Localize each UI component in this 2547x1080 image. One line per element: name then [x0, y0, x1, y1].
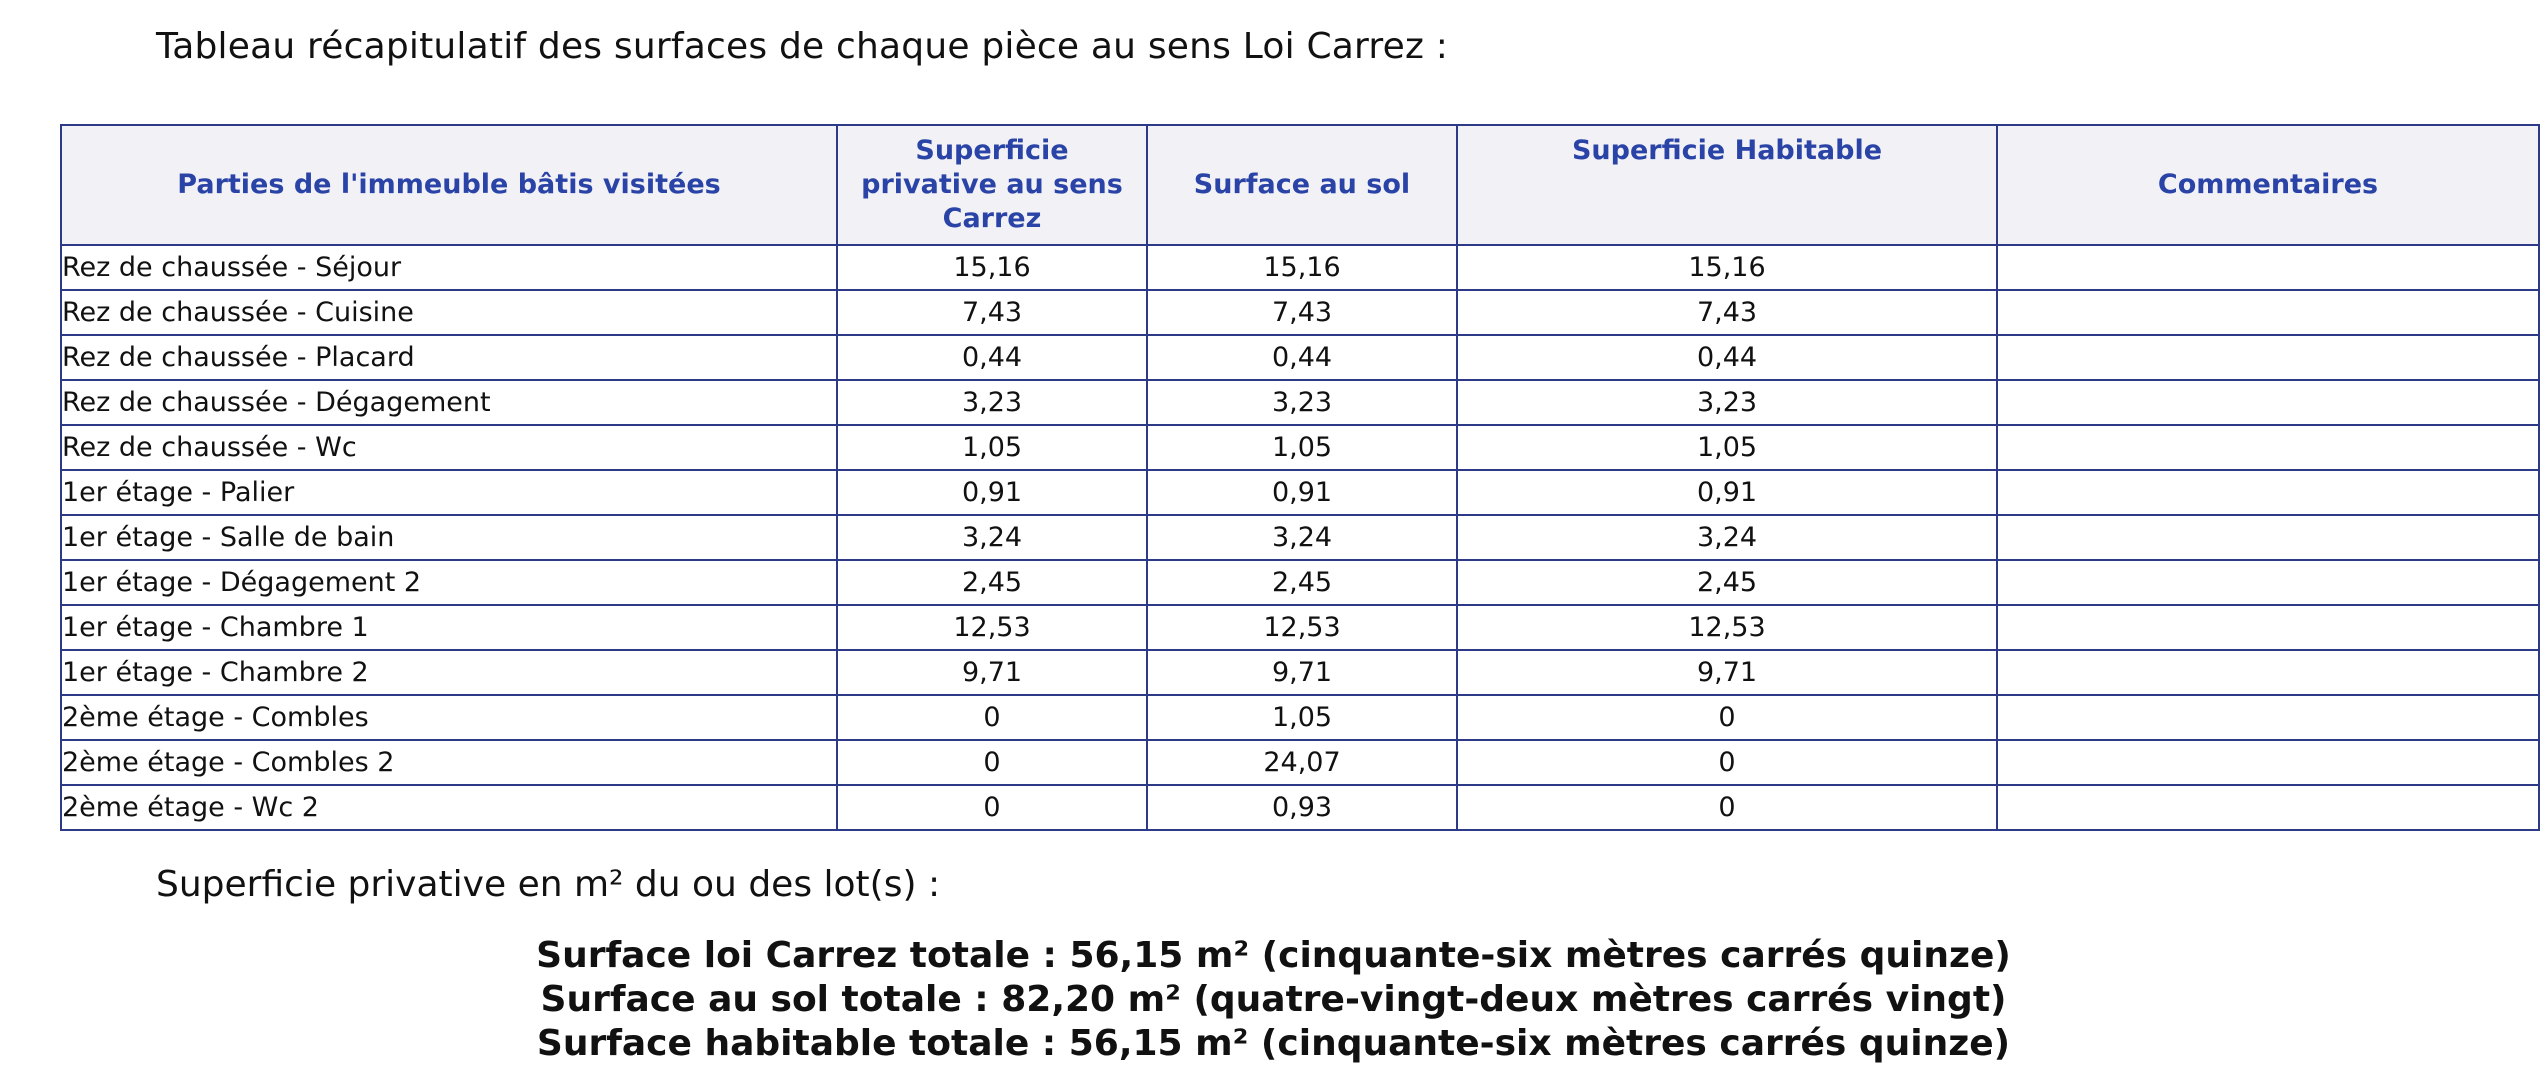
cell-comment [1997, 470, 2539, 515]
table-row [61, 740, 2539, 785]
cell-sol: 15,16 [1147, 245, 1457, 290]
cell-sol: 7,43 [1147, 290, 1457, 335]
cell-room: Rez de chaussée - Placard [61, 335, 837, 380]
table-row [61, 290, 2539, 335]
cell-room: 2ème étage - Combles 2 [61, 740, 837, 785]
cell-comment [1997, 245, 2539, 290]
cell-habitable: 0 [1457, 785, 1997, 830]
cell-sol: 0,91 [1147, 470, 1457, 515]
cell-comment [1997, 650, 2539, 695]
cell-comment [1997, 425, 2539, 470]
table-row [61, 380, 2539, 425]
cell-carrez: 3,23 [837, 380, 1147, 425]
cell-comment [1997, 560, 2539, 605]
cell-habitable: 7,43 [1457, 290, 1997, 335]
total-sol: Surface au sol totale : 82,20 m² (quatre-vingt-deux mètres carrés vingt) [540, 979, 2007, 1020]
cell-sol: 1,05 [1147, 425, 1457, 470]
cell-carrez: 0 [837, 740, 1147, 785]
total-carrez: Surface loi Carrez totale : 56,15 m² (cinquante-six mètres carrés quinze) [536, 935, 2011, 976]
cell-carrez: 12,53 [837, 605, 1147, 650]
table-row [61, 650, 2539, 695]
cell-habitable: 2,45 [1457, 560, 1997, 605]
cell-sol: 24,07 [1147, 740, 1457, 785]
cell-room: 1er étage - Chambre 1 [61, 605, 837, 650]
cell-habitable: 9,71 [1457, 650, 1997, 695]
cell-comment [1997, 290, 2539, 335]
subtitle-text: Superficie privative en m² du ou des lot(s) : [156, 864, 941, 905]
cell-carrez: 9,71 [837, 650, 1147, 695]
table-row [61, 785, 2539, 830]
cell-sol: 0,44 [1147, 335, 1457, 380]
header-superficie-carrez: Superficie privative au sens Carrez [837, 125, 1147, 245]
cell-room: 2ème étage - Combles [61, 695, 837, 740]
table-row [61, 605, 2539, 650]
cell-sol: 9,71 [1147, 650, 1457, 695]
cell-habitable: 0,44 [1457, 335, 1997, 380]
cell-carrez: 3,24 [837, 515, 1147, 560]
header-commentaires: Commentaires [1997, 125, 2539, 245]
cell-room: 1er étage - Salle de bain [61, 515, 837, 560]
cell-room: 1er étage - Dégagement 2 [61, 560, 837, 605]
cell-room: Rez de chaussée - Séjour [61, 245, 837, 290]
table-row [61, 245, 2539, 290]
cell-sol: 2,45 [1147, 560, 1457, 605]
cell-room: Rez de chaussée - Dégagement [61, 380, 837, 425]
table-row [61, 695, 2539, 740]
surfaces-table [60, 124, 2540, 831]
cell-habitable: 0 [1457, 740, 1997, 785]
cell-carrez: 0,44 [837, 335, 1147, 380]
cell-comment [1997, 605, 2539, 650]
total-habitable: Surface habitable totale : 56,15 m² (cinquante-six mètres carrés quinze) [536, 1023, 2011, 1064]
table-row [61, 560, 2539, 605]
cell-sol: 3,23 [1147, 380, 1457, 425]
cell-room: 1er étage - Chambre 2 [61, 650, 837, 695]
table-row [61, 515, 2539, 560]
cell-habitable: 0,91 [1457, 470, 1997, 515]
cell-comment [1997, 740, 2539, 785]
cell-carrez: 0 [837, 785, 1147, 830]
cell-habitable: 1,05 [1457, 425, 1997, 470]
cell-sol: 0,93 [1147, 785, 1457, 830]
intro-text: Tableau récapitulatif des surfaces de chaque pièce au sens Loi Carrez : [156, 26, 1449, 67]
totals-block [0, 934, 2547, 1066]
header-superficie-habitable: Superficie Habitable [1457, 125, 1997, 245]
cell-carrez: 1,05 [837, 425, 1147, 470]
cell-comment [1997, 695, 2539, 740]
cell-room: Rez de chaussée - Cuisine [61, 290, 837, 335]
cell-habitable: 3,24 [1457, 515, 1997, 560]
table-row [61, 470, 2539, 515]
cell-carrez: 2,45 [837, 560, 1147, 605]
header-surface-sol: Surface au sol [1147, 125, 1457, 245]
cell-carrez: 15,16 [837, 245, 1147, 290]
cell-sol: 3,24 [1147, 515, 1457, 560]
cell-habitable: 0 [1457, 695, 1997, 740]
cell-sol: 12,53 [1147, 605, 1457, 650]
cell-comment [1997, 785, 2539, 830]
table-row [61, 425, 2539, 470]
cell-habitable: 15,16 [1457, 245, 1997, 290]
header-parties: Parties de l'immeuble bâtis visitées [61, 125, 837, 245]
cell-comment [1997, 380, 2539, 425]
cell-habitable: 3,23 [1457, 380, 1997, 425]
table-body [61, 245, 2539, 830]
cell-room: 1er étage - Palier [61, 470, 837, 515]
table-row [61, 335, 2539, 380]
cell-comment [1997, 335, 2539, 380]
cell-carrez: 0,91 [837, 470, 1147, 515]
cell-habitable: 12,53 [1457, 605, 1997, 650]
cell-room: Rez de chaussée - Wc [61, 425, 837, 470]
cell-comment [1997, 515, 2539, 560]
table-header-row [61, 125, 2539, 245]
cell-room: 2ème étage - Wc 2 [61, 785, 837, 830]
cell-sol: 1,05 [1147, 695, 1457, 740]
cell-carrez: 0 [837, 695, 1147, 740]
cell-carrez: 7,43 [837, 290, 1147, 335]
